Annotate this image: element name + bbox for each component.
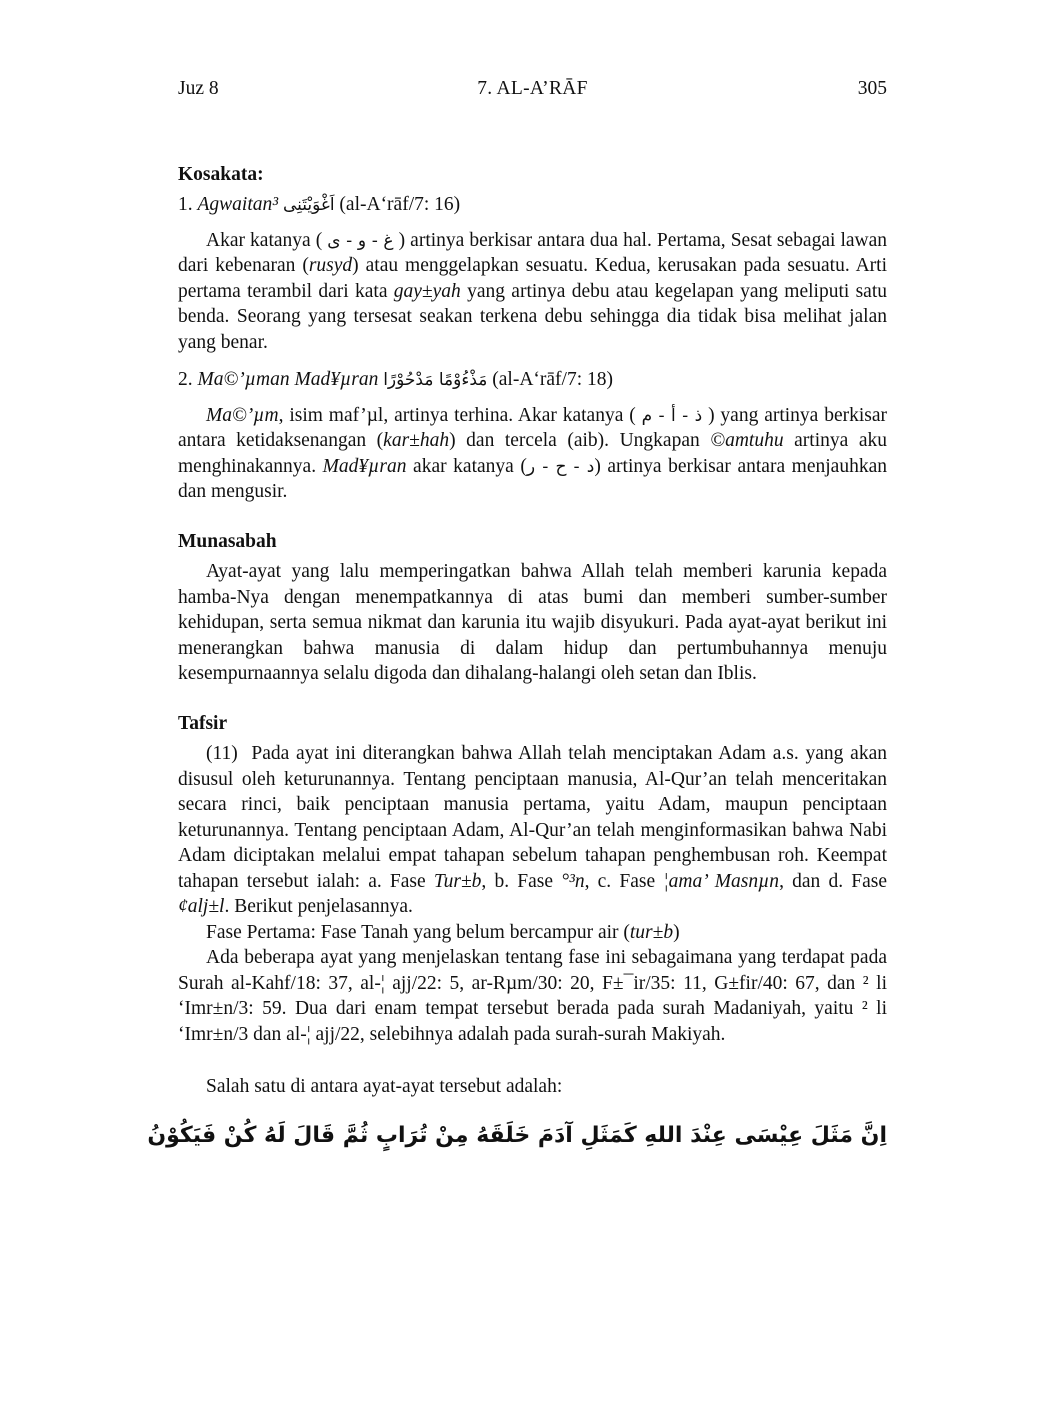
kosakata-item-1: 1. Agwaitan³ اَغْوَيْتَنِى (al-A‘rāf/7: 16): [178, 194, 461, 215]
kosakata-heading: Kosakata:: [178, 163, 264, 185]
page-header: [178, 76, 887, 102]
tafsir-paragraph-11: (11) Pada ayat ini diterangkan bahwa Allah telah menciptakan Adam a.s. yang akan disusul oleh keturunannya. Tentang penciptaan manusia, Al-Qur’an telah menceritakan secara rinci, baik penciptaan manusia pertama, yaitu Adam, maupun penciptaan keturunannya. Tentang penciptaan Adam, Al-Qur’an telah menginformasikan bahwa Nabi Adam diciptakan melalui empat tahapan sebelum tahapan penghembusan roh. Keempat tahapan tersebut ialah: a. Fase Tur±b, b. Fase °³n, c. Fase ¦ama’ Masnµn, dan d. Fase ¢alj±l. Berikut penjelasannya.: [178, 743, 887, 917]
tafsir-paragraph-ayat: Ada beberapa ayat yang menjelaskan tentang fase ini sebagaimana yang terdapat pada Surah al-Kahf/18: 37, al-¦ ajj/22: 5, ar-Rµm/30: 20, F±¯ir/35: 11, G±fir/40: 67, dan ² li ‘Imr±n/3: 59. Dua dari enam tempat tersebut berada pada surah Madaniyah, yaitu ² li ‘Imr±n/3 dan al-¦ ajj/22, selebihnya adalah pada surah-surah Makiyah.: [178, 947, 887, 1045]
quran-verse-arabic: اِنَّ مَثَلَ عِيْسَى عِنْدَ اللهِ كَمَثَلِ آدَمَ خَلَقَهُ مِنْ تُرَابٍ ثُمَّ قَالَ لَهُ كُنْ فَيَكُوْنُ: [147, 1122, 887, 1148]
section-tafsir: [178, 711, 887, 1048]
munasabah-paragraph: Ayat-ayat yang lalu memperingatkan bahwa Allah telah memberi karunia kepada hamba-Nya dengan menempatkannya di atas bumi dan memberi sumber-sumber kehidupan, serta semua nikmat dan karunia itu wajib disyukuri. Pada ayat-ayat berikut ini menerangkan bahwa manusia di dalam hidup dan pertumbuhannya menuju kesempurnaannya selalu digoda dan dihalang-halangi oleh setan dan Iblis.: [178, 561, 887, 684]
section-quote: [147, 1074, 887, 1162]
kosakata-item-2: 2. Ma©’µman Mad¥µran مَذْءُوْمًا مَدْحُوْرًا (al-A‘rāf/7: 18): [178, 369, 613, 390]
section-munasabah: [178, 529, 887, 687]
tafsir-heading: Tafsir: [178, 712, 228, 734]
juz-label: Juz 8: [178, 78, 219, 99]
kosakata-paragraph-1: Akar katanya ( غ - و - ى ) artinya berkisar antara dua hal. Pertama, Sesat sebagai lawan dari kebenaran (rusyd) atau menggelapkan sesuatu. Kedua, kerusakan pada sesuatu. Arti pertama terambil dari kata gay±yah yang artinya debu atau kegelapan yang meliputi satu benda. Seorang yang tersesat seakan terkena debu sehingga dia tidak bisa melihat jalan yang benar.: [178, 229, 888, 353]
kosakata-paragraph-2: Ma©’µm, isim maf’µl, artinya terhina. Akar katanya ( ذ - أ - م ) yang artinya berkisar antara ketidaksenangan (kar±hah) dan tercela (aib). Ungkapan ©amtuhu artinya aku menghinakannya. Mad¥µran akar katanya (د - ح - ر) artinya berkisar antara menjauhkan dan mengusir.: [178, 404, 887, 502]
page-number: 305: [857, 78, 887, 99]
section-kosakata: [178, 162, 887, 505]
verse-intro-line: Salah satu di antara ayat-ayat tersebut adalah:: [206, 1076, 563, 1097]
fase-pertama-line: Fase Pertama: Fase Tanah yang belum bercampur air (tur±b): [206, 921, 680, 943]
surah-title: 7. AL-A’RĀF: [477, 78, 588, 99]
munasabah-heading: Munasabah: [178, 530, 277, 552]
